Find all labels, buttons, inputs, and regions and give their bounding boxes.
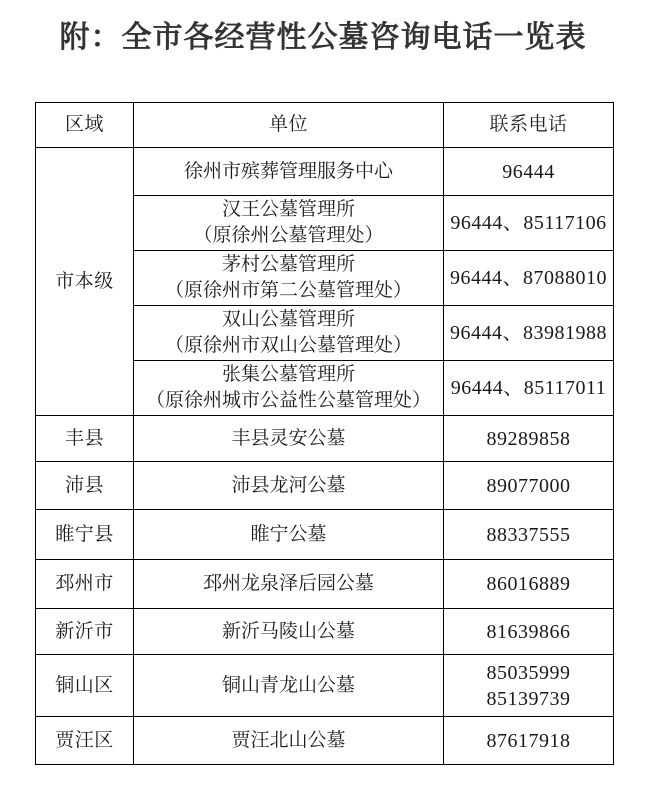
phone-cell: 81639866 bbox=[444, 609, 614, 655]
region-cell: 丰县 bbox=[36, 416, 134, 462]
unit-cell bbox=[134, 609, 444, 655]
table-row bbox=[36, 560, 614, 609]
phone-cell: 87617918 bbox=[444, 717, 614, 765]
table-header-row bbox=[36, 103, 614, 148]
region-cell: 沛县 bbox=[36, 462, 134, 510]
column-header-unit: 单位 bbox=[134, 103, 444, 148]
phone-cell: 85035999 85139739 bbox=[444, 655, 614, 717]
region-cell: 邳州市 bbox=[36, 560, 134, 609]
unit-cell bbox=[134, 306, 444, 361]
unit-cell bbox=[134, 416, 444, 462]
unit-name: 新沂马陵山公墓 bbox=[221, 620, 355, 642]
phone-cell: 96444 bbox=[444, 148, 614, 196]
unit-name: 沛县龙河公墓 bbox=[231, 474, 346, 496]
unit-cell bbox=[134, 361, 444, 416]
unit-cell bbox=[134, 462, 444, 510]
unit-cell bbox=[134, 148, 444, 196]
region-cell: 新沂市 bbox=[36, 609, 134, 655]
table-row bbox=[36, 609, 614, 655]
unit-name: 睢宁公墓 bbox=[250, 523, 327, 545]
unit-name: 茅村公墓管理所 bbox=[221, 254, 355, 275]
table-row bbox=[36, 462, 614, 510]
table-row bbox=[36, 416, 614, 462]
region-cell: 铜山区 bbox=[36, 655, 134, 717]
unit-name: 汉王公墓管理所 bbox=[221, 199, 355, 220]
phone-cell: 96444、83981988 bbox=[444, 306, 614, 361]
unit-name: 铜山青龙山公墓 bbox=[221, 674, 355, 696]
unit-name: 丰县灵安公墓 bbox=[231, 427, 346, 449]
page-title: 附：全市各经营性公墓咨询电话一览表 bbox=[59, 21, 587, 54]
unit-note: （原徐州市双山公墓管理处） bbox=[164, 335, 412, 356]
cemetery-phone-table bbox=[35, 102, 614, 765]
unit-note: （原徐州市第二公墓管理处） bbox=[164, 280, 412, 301]
column-header-phone: 联系电话 bbox=[444, 103, 614, 148]
unit-note: （原徐州城市公益性公墓管理处） bbox=[145, 390, 431, 411]
unit-cell bbox=[134, 510, 444, 560]
phone-cell: 96444、85117011 bbox=[444, 361, 614, 416]
unit-cell bbox=[134, 251, 444, 306]
unit-cell bbox=[134, 655, 444, 717]
unit-cell bbox=[134, 196, 444, 251]
table-row bbox=[36, 655, 614, 717]
unit-note: （原徐州公墓管理处） bbox=[193, 225, 384, 246]
phone-cell: 89077000 bbox=[444, 462, 614, 510]
phone-cell: 86016889 bbox=[444, 560, 614, 609]
table-row bbox=[36, 510, 614, 560]
region-cell: 市本级 bbox=[36, 148, 134, 416]
table-row bbox=[36, 717, 614, 765]
phone-cell: 89289858 bbox=[444, 416, 614, 462]
table-row bbox=[36, 148, 614, 196]
region-cell: 睢宁县 bbox=[36, 510, 134, 560]
phone-cell: 96444、87088010 bbox=[444, 251, 614, 306]
phone-cell: 96444、85117106 bbox=[444, 196, 614, 251]
unit-name: 邳州龙泉泽后园公墓 bbox=[202, 573, 374, 594]
phone-cell: 88337555 bbox=[444, 510, 614, 560]
region-cell: 贾汪区 bbox=[36, 717, 134, 765]
unit-name: 贾汪北山公墓 bbox=[231, 729, 346, 751]
unit-cell bbox=[134, 560, 444, 609]
unit-name: 双山公墓管理所 bbox=[221, 309, 355, 330]
unit-name: 张集公墓管理所 bbox=[221, 364, 355, 385]
unit-name: 徐州市殡葬管理服务中心 bbox=[183, 160, 393, 182]
unit-cell bbox=[134, 717, 444, 765]
column-header-region: 区域 bbox=[36, 103, 134, 148]
